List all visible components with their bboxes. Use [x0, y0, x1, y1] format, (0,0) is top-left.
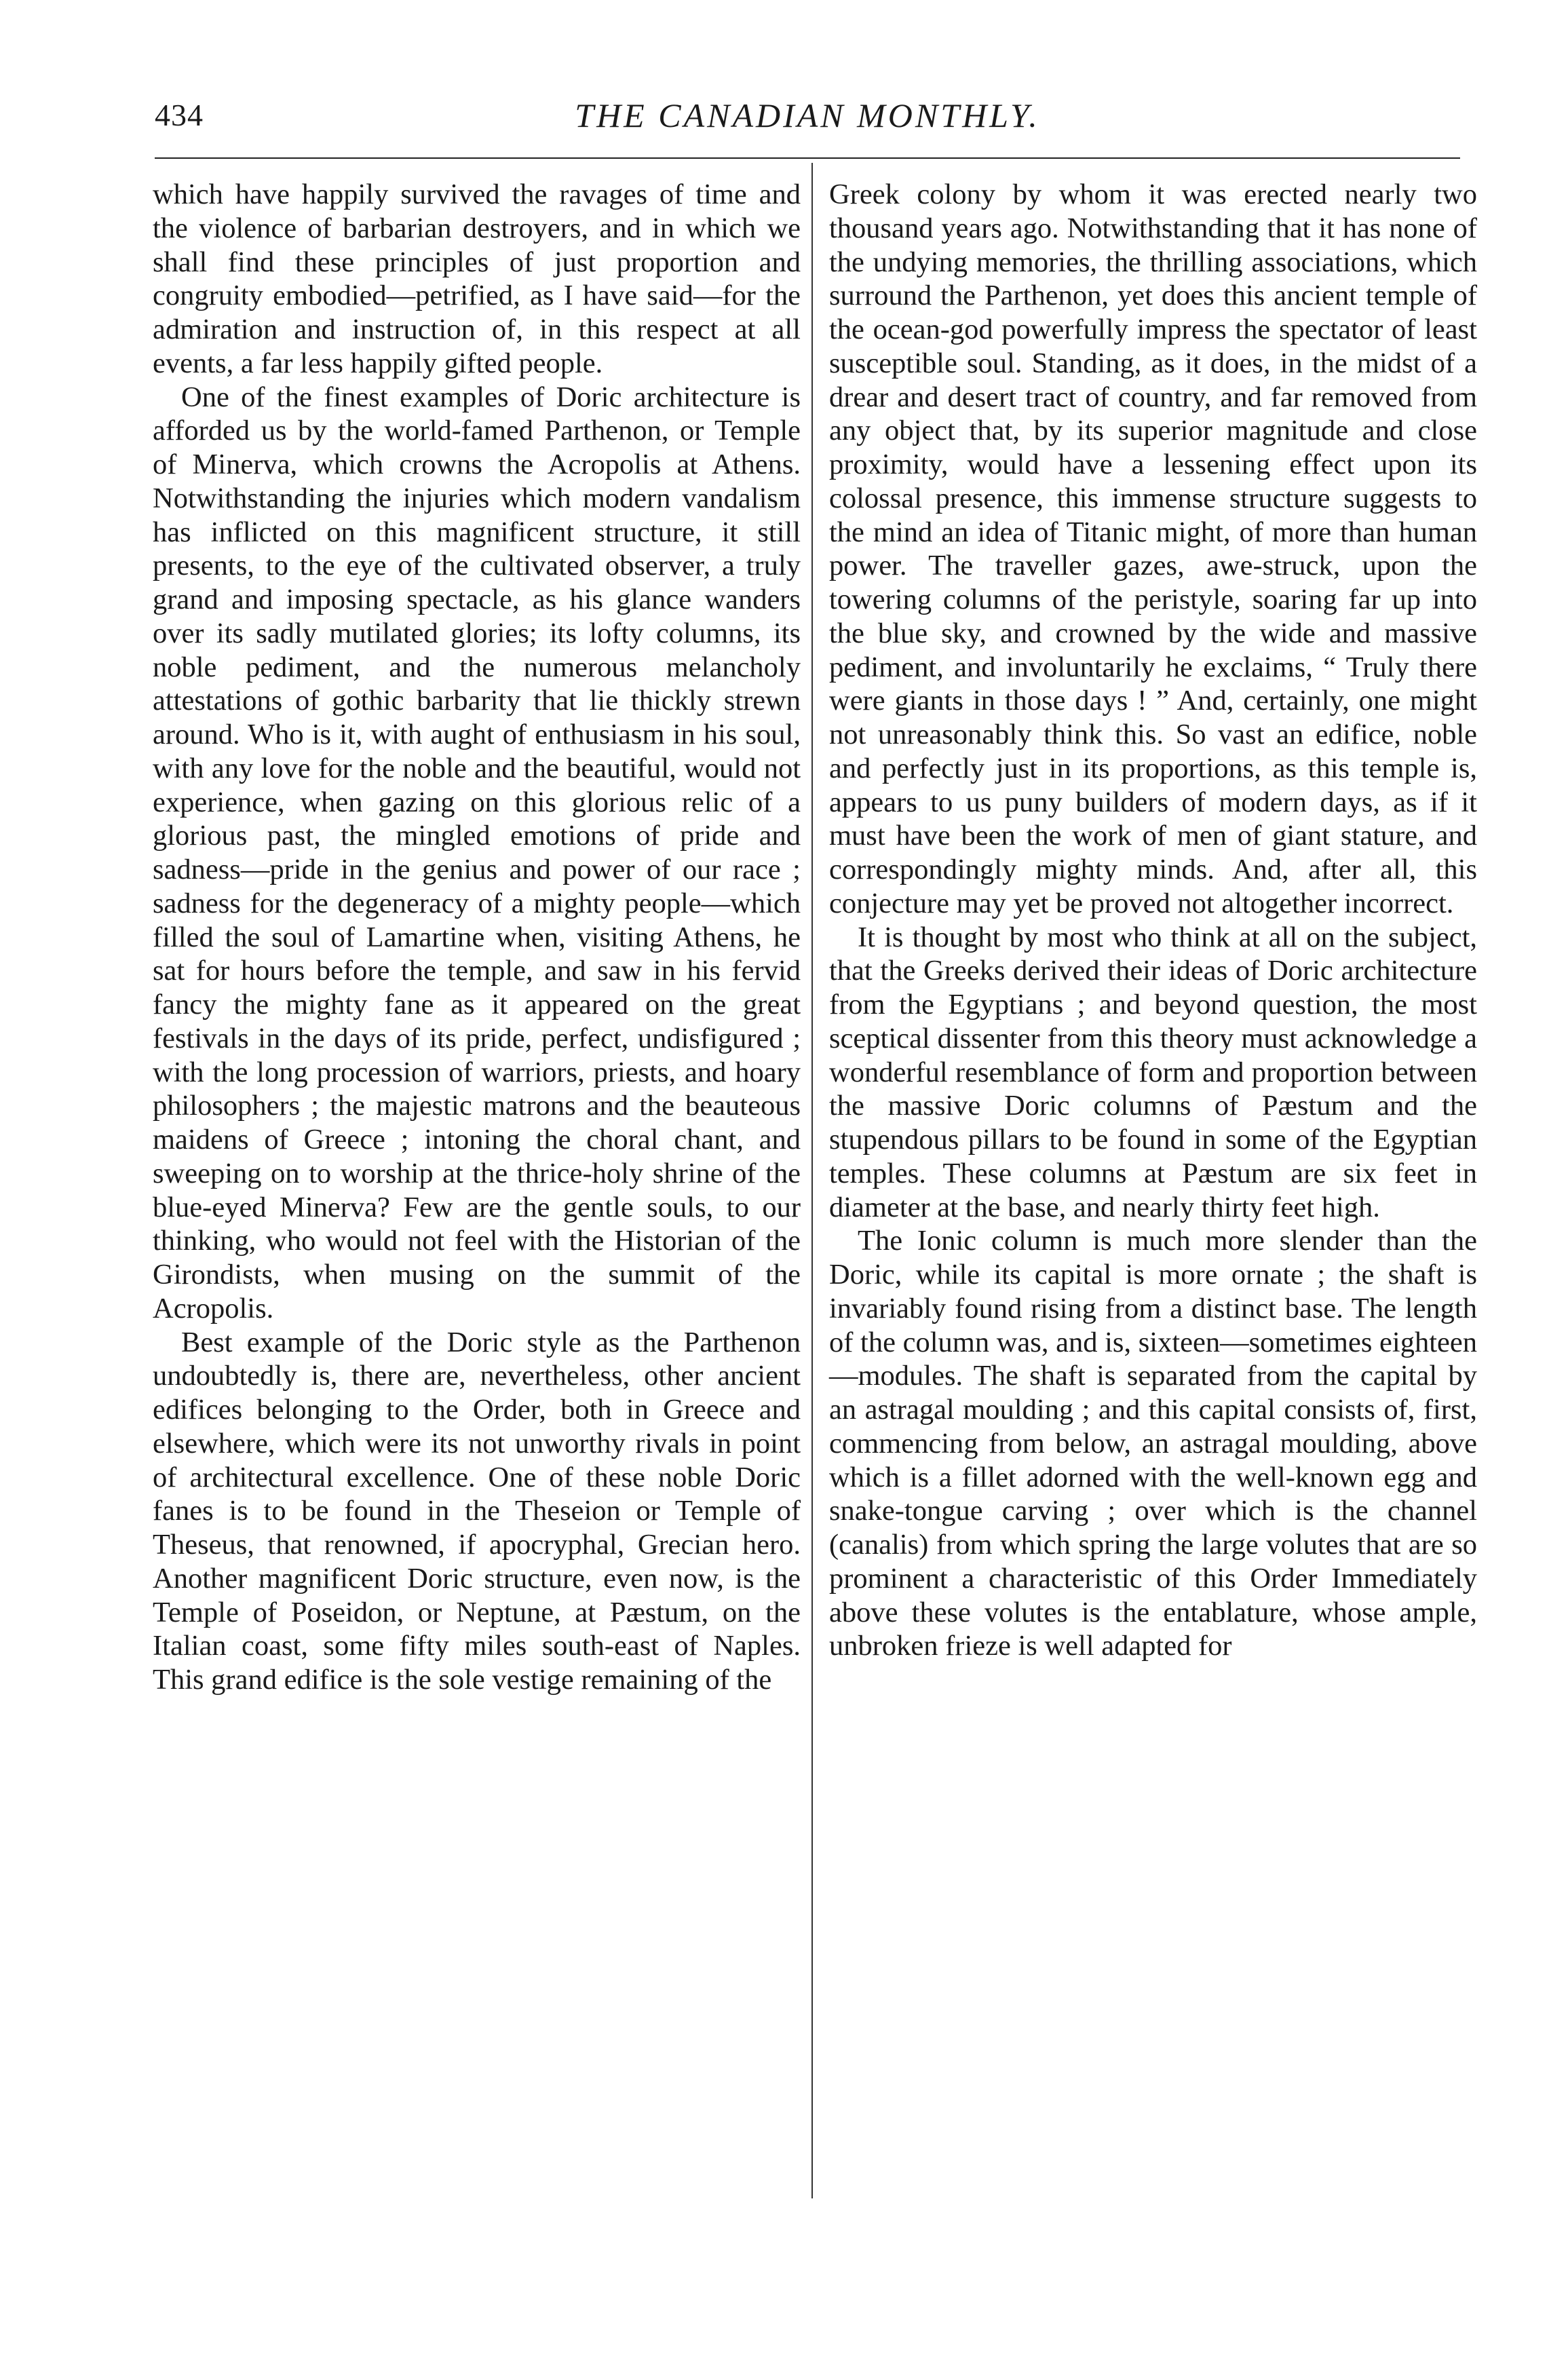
left-paragraph-3: Best example of the Doric style as the Parthenon undoubtedly is, there are, nevertheless, other ancient edifices belonging to the Order, both in Greece and elsewhere, which were its not unworthy rivals in point of architectural excellence. One of these noble Doric fanes is to be found in the Theseion or Temple of Theseus, that renowned, if apocryphal, Grecian hero. Another magnificent Doric structure, even now, is the Temple of Poseidon, or Neptune, at Pæstum, on the Italian coast, some fifty miles south-east of Naples. This grand edifice is the sole vestige remaining of the [153, 1326, 801, 1696]
left-column [153, 178, 801, 1697]
right-paragraph-2: It is thought by most who think at all on the subject, that the Greeks derived their ideas of Doric architecture from the Egyptians ; and beyond question, the most sceptical dissenter from this theory must acknowledge a wonderful resemblance of form and proportion between the massive Doric columns of Pæstum and the stupendous pillars to be found in some of the Egyptian temples. These columns at Pæstum are six feet in diameter at the base, and nearly thirty feet high. [829, 921, 1477, 1223]
left-paragraph-1: which have happily survived the ravages of time and the violence of barbarian destroyers, and in which we shall find these principles of just proportion and congruity embodied—petrified, as I have said—for the admiration and instruction of, in this respect at all events, a far less happily gifted people. [153, 178, 801, 379]
header-rule [155, 157, 1460, 159]
right-paragraph-1: Greek colony by whom it was erected nearly two thousand years ago. Notwithstanding that it has none of the undying memories, the thrilling associations, which surround the Parthenon, yet does this ancient temple of the ocean-god powerfully impress the spectator of least susceptible soul. Standing, as it does, in the midst of a drear and desert tract of country, and far removed from any object that, by its superior magnitude and close proximity, would have a lessening effect upon its colossal presence, this immense structure suggests to the mind an idea of Titanic might, of more than human power. The traveller gazes, awe-struck, upon the towering columns of the peristyle, soaring far up into the blue sky, and crowned by the wide and massive pediment, and involuntarily he exclaims, “ Truly there were giants in those days ! ” And, certainly, one might not unreasonably think this. So vast an edifice, noble and perfectly just in its proportions, as this temple is, appears to us puny builders of modern days, as if it must have been the work of men of giant stature, and correspondingly mighty minds. And, after all, this conjecture may yet be proved not altogether incorrect. [829, 178, 1477, 919]
page-header [155, 95, 1460, 156]
right-column [829, 178, 1477, 1663]
right-paragraph-3: The Ionic column is much more slender than the Doric, while its capital is more ornate ; the shaft is invariably found rising from a distinct base. The length of the column was, and is, sixteen—sometimes eighteen—modules. The shaft is separated from the capital by an astragal moulding ; and this capital consists of, first, commencing from below, an astragal moulding, above which is a fillet adorned with the well-known egg and snake-tongue carving ; over which is the channel (canalis) from which spring the large volutes that are so prominent a characteristic of this Order Immediately above these volutes is the entablature, whose ample, unbroken frieze is well adapted for [829, 1225, 1477, 1662]
left-paragraph-2: One of the finest examples of Doric architecture is afforded us by the world-famed Parthenon, or Temple of Minerva, which crowns the Acropolis at Athens. Notwithstanding the injuries which modern vandalism has inflicted on this magnificent structure, it still presents, to the eye of the cultivated observer, a truly grand and imposing spectacle, as his glance wanders over its sadly mutilated glories; its lofty columns, its noble pediment, and the numerous melancholy attestations of gothic barbarity that lie thickly strewn around. Who is it, with aught of enthusiasm in his soul, with any love for the noble and the beautiful, would not experience, when gazing on this glorious relic of a glorious past, the mingled emotions of pride and sadness—pride in the genius and power of our race ; sadness for the degeneracy of a mighty people—which filled the soul of Lamartine when, visiting Athens, he sat for hours before the temple, and saw in his fervid fancy the mighty fane as it appeared on the great festivals in the days of its pride, perfect, undisfigured ; with the long procession of warriors, priests, and hoary philosophers ; the majestic matrons and the beauteous maidens of Greece ; intoning the choral chant, and sweeping on to worship at the thrice-holy shrine of the blue-eyed Minerva? Few are the gentle souls, to our thinking, who would not feel with the Historian of the Girondists, when musing on the summit of the Acropolis. [153, 381, 801, 1324]
column-divider [811, 163, 813, 2198]
running-title: THE CANADIAN MONTHLY. [575, 96, 1040, 134]
page-number: 434 [155, 98, 204, 132]
